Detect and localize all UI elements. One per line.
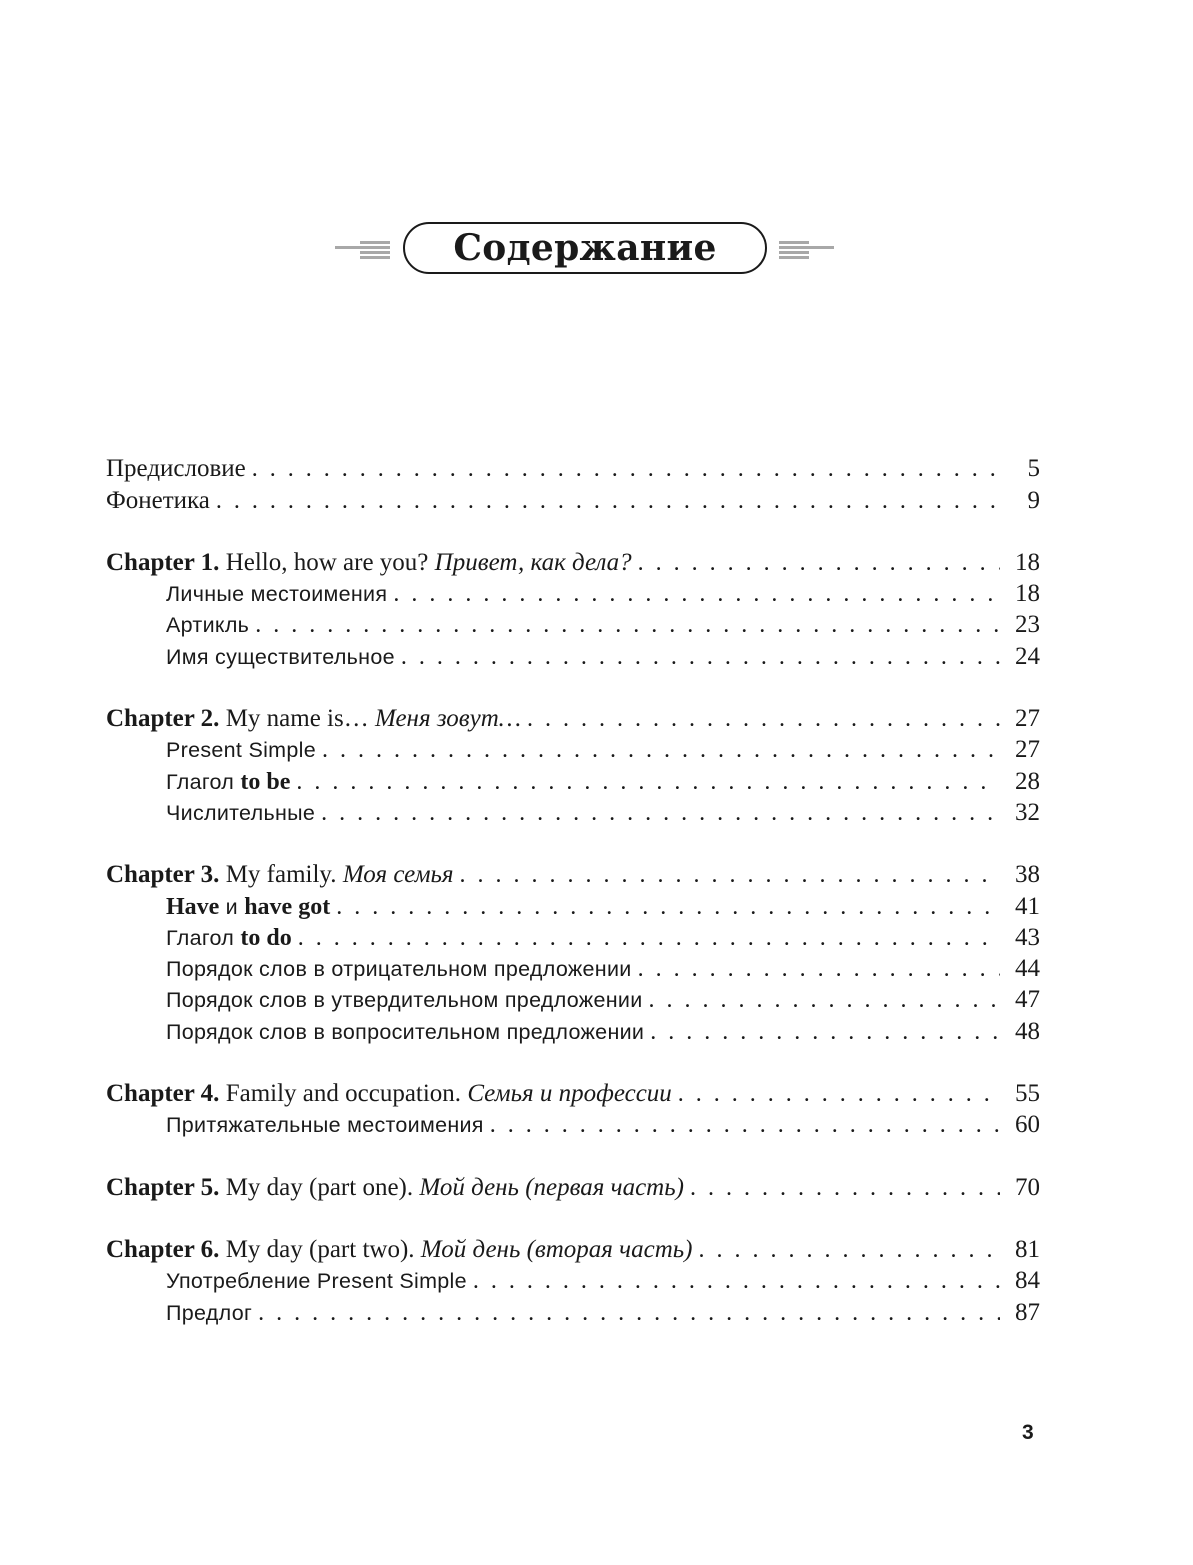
section-entry[interactable] bbox=[106, 1295, 1040, 1326]
page-title: Содержание bbox=[453, 227, 717, 269]
toc-page-number: 32 bbox=[1015, 798, 1040, 826]
section-entry-label bbox=[106, 1111, 484, 1139]
chapter-entry-label bbox=[106, 705, 521, 733]
section-entry[interactable] bbox=[106, 889, 1040, 920]
dot-leader bbox=[330, 893, 1000, 921]
toc-page-number: 81 bbox=[1015, 1235, 1040, 1263]
section-entry[interactable] bbox=[106, 733, 1040, 764]
toc-page-number: 55 bbox=[1015, 1080, 1040, 1108]
toc-page-number: 70 bbox=[1015, 1173, 1040, 1201]
section-title-term: have got bbox=[244, 893, 331, 920]
chapter-number: Chapter 4. bbox=[106, 1080, 220, 1108]
section-entry-label bbox=[106, 736, 316, 764]
section-entry-label bbox=[106, 580, 387, 608]
toc-page-number: 41 bbox=[1015, 892, 1040, 920]
section-entry[interactable] bbox=[106, 1264, 1040, 1295]
chapter-number: Chapter 1. bbox=[106, 548, 220, 576]
chapter-entry-label bbox=[106, 1236, 692, 1264]
chapter-number: Chapter 3. bbox=[106, 861, 220, 889]
section-title: Предлог bbox=[166, 1300, 253, 1325]
dot-leader bbox=[315, 799, 1000, 827]
toc-entry-label bbox=[106, 455, 246, 483]
section-entry-label bbox=[106, 924, 292, 952]
chapter-title-en: My family. bbox=[225, 861, 337, 889]
section-entry[interactable] bbox=[106, 577, 1040, 608]
title-block bbox=[0, 222, 1193, 278]
dot-leader bbox=[672, 1080, 1000, 1108]
chapter-entry-label bbox=[106, 861, 454, 889]
toc-page-number: 84 bbox=[1015, 1267, 1040, 1295]
section-title: Употребление Present Simple bbox=[166, 1269, 467, 1294]
section-title: Числительные bbox=[166, 800, 316, 825]
toc-entry-label bbox=[106, 487, 210, 515]
chapter-entry[interactable] bbox=[106, 858, 1040, 889]
title-frame bbox=[403, 222, 767, 274]
section-entry[interactable] bbox=[106, 921, 1040, 952]
chapter-entry[interactable] bbox=[106, 1077, 1040, 1108]
dot-leader bbox=[484, 1111, 1000, 1139]
section-entry[interactable] bbox=[106, 1014, 1040, 1045]
section-entry[interactable] bbox=[106, 952, 1040, 983]
section-title-term: to be bbox=[240, 768, 291, 795]
chapter-number: Chapter 2. bbox=[106, 705, 220, 733]
section-entry-label bbox=[106, 611, 249, 639]
dot-leader bbox=[692, 1236, 1000, 1264]
chapter-entry[interactable] bbox=[106, 1233, 1040, 1264]
toc-page-number: 9 bbox=[1027, 486, 1040, 514]
dot-leader bbox=[632, 549, 1000, 577]
toc-entry[interactable] bbox=[106, 483, 1040, 514]
section-entry[interactable] bbox=[106, 764, 1040, 795]
dot-leader bbox=[252, 1299, 1000, 1327]
dot-leader bbox=[290, 768, 1000, 796]
dot-leader bbox=[387, 580, 1000, 608]
chapter-entry[interactable] bbox=[106, 702, 1040, 733]
section-entry-label bbox=[106, 1299, 252, 1327]
chapter-title-en: My day (part one). bbox=[225, 1173, 414, 1201]
toc-entry-title: Фонетика bbox=[106, 486, 210, 514]
chapter-entry-label bbox=[106, 549, 632, 577]
dot-leader bbox=[643, 986, 1000, 1014]
dot-leader bbox=[632, 955, 1000, 983]
toc-page-number: 28 bbox=[1015, 767, 1040, 795]
dot-leader bbox=[644, 1018, 1000, 1046]
dot-leader bbox=[395, 643, 1000, 671]
table-of-contents bbox=[106, 452, 1040, 1327]
section-entry-label bbox=[106, 986, 643, 1014]
section-entry[interactable] bbox=[106, 608, 1040, 639]
section-title: Глагол bbox=[166, 925, 235, 950]
chapter-entry[interactable] bbox=[106, 546, 1040, 577]
section-entry-label bbox=[106, 643, 395, 671]
dot-leader bbox=[316, 736, 1000, 764]
toc-page-number: 5 bbox=[1027, 455, 1040, 483]
section-entry-label bbox=[106, 893, 330, 921]
toc-page-number: 43 bbox=[1015, 923, 1040, 951]
toc-page-number: 38 bbox=[1015, 861, 1040, 889]
chapter-title-en: My day (part two). bbox=[225, 1235, 415, 1263]
dot-leader bbox=[246, 455, 1000, 483]
section-entry[interactable] bbox=[106, 639, 1040, 670]
toc-page-number: 18 bbox=[1015, 548, 1040, 576]
section-title: Имя существительное bbox=[166, 644, 395, 669]
chapter-title-ru: Привет, как дела? bbox=[434, 548, 632, 576]
chapter-title-ru: Мой день (вторая часть) bbox=[420, 1235, 693, 1263]
chapter-title-ru: Меня зовут… bbox=[374, 705, 521, 733]
chapter-entry-label bbox=[106, 1174, 684, 1202]
section-entry[interactable] bbox=[106, 983, 1040, 1014]
chapter-title-ru: Мой день (первая часть) bbox=[419, 1173, 684, 1201]
toc-page-number: 60 bbox=[1015, 1111, 1040, 1139]
section-entry-label bbox=[106, 768, 290, 796]
title-ornament-left bbox=[335, 240, 390, 260]
section-title-term: to do bbox=[240, 924, 292, 951]
toc-entry-title: Предисловие bbox=[106, 455, 246, 483]
section-title: Личные местоимения bbox=[166, 582, 388, 607]
dot-leader bbox=[292, 924, 1000, 952]
dot-leader bbox=[467, 1267, 1000, 1295]
title-ornament-right bbox=[779, 240, 834, 260]
toc-page-number: 24 bbox=[1015, 642, 1040, 670]
section-title: Present Simple bbox=[166, 738, 316, 763]
chapter-title-ru: Моя семья bbox=[342, 861, 454, 889]
toc-page-number: 48 bbox=[1015, 1017, 1040, 1045]
toc-page-number: 47 bbox=[1015, 986, 1040, 1014]
toc-page-number: 27 bbox=[1015, 705, 1040, 733]
section-entry-label bbox=[106, 955, 632, 983]
toc-page-number: 18 bbox=[1015, 580, 1040, 608]
chapter-number: Chapter 5. bbox=[106, 1173, 220, 1201]
section-entry-label bbox=[106, 1018, 644, 1046]
dot-leader bbox=[521, 705, 1000, 733]
section-title-term: Have bbox=[166, 893, 220, 920]
chapter-title-en: Hello, how are you? bbox=[225, 548, 429, 576]
section-entry[interactable] bbox=[106, 1108, 1040, 1139]
chapter-entry-label bbox=[106, 1080, 672, 1108]
section-entry-label bbox=[106, 1267, 467, 1295]
toc-page-number: 23 bbox=[1015, 611, 1040, 639]
toc-page-number: 87 bbox=[1015, 1298, 1040, 1326]
section-title: Артикль bbox=[166, 613, 250, 638]
section-title: Порядок слов в отрицательном предложении bbox=[166, 957, 632, 982]
chapter-title-ru: Семья и профессии bbox=[467, 1080, 672, 1108]
dot-leader bbox=[454, 861, 1000, 889]
section-title-conjunction: и bbox=[225, 894, 238, 919]
section-entry[interactable] bbox=[106, 796, 1040, 827]
toc-page-number: 44 bbox=[1015, 955, 1040, 983]
chapter-entry[interactable] bbox=[106, 1170, 1040, 1201]
toc-page-number: 27 bbox=[1015, 736, 1040, 764]
section-title: Притяжательные местоимения bbox=[166, 1113, 484, 1138]
chapter-title-en: Family and occupation. bbox=[225, 1080, 462, 1108]
dot-leader bbox=[249, 611, 1000, 639]
section-title: Глагол bbox=[166, 769, 235, 794]
chapter-number: Chapter 6. bbox=[106, 1235, 220, 1263]
dot-leader bbox=[684, 1174, 1000, 1202]
page-number: 3 bbox=[1022, 1421, 1034, 1444]
chapter-title-en: My name is… bbox=[225, 705, 369, 733]
dot-leader bbox=[210, 487, 1000, 515]
toc-entry[interactable] bbox=[106, 452, 1040, 483]
section-title: Порядок слов в вопросительном предложении bbox=[166, 1019, 645, 1044]
section-entry-label bbox=[106, 799, 315, 827]
section-title: Порядок слов в утвердительном предложении bbox=[166, 988, 643, 1013]
